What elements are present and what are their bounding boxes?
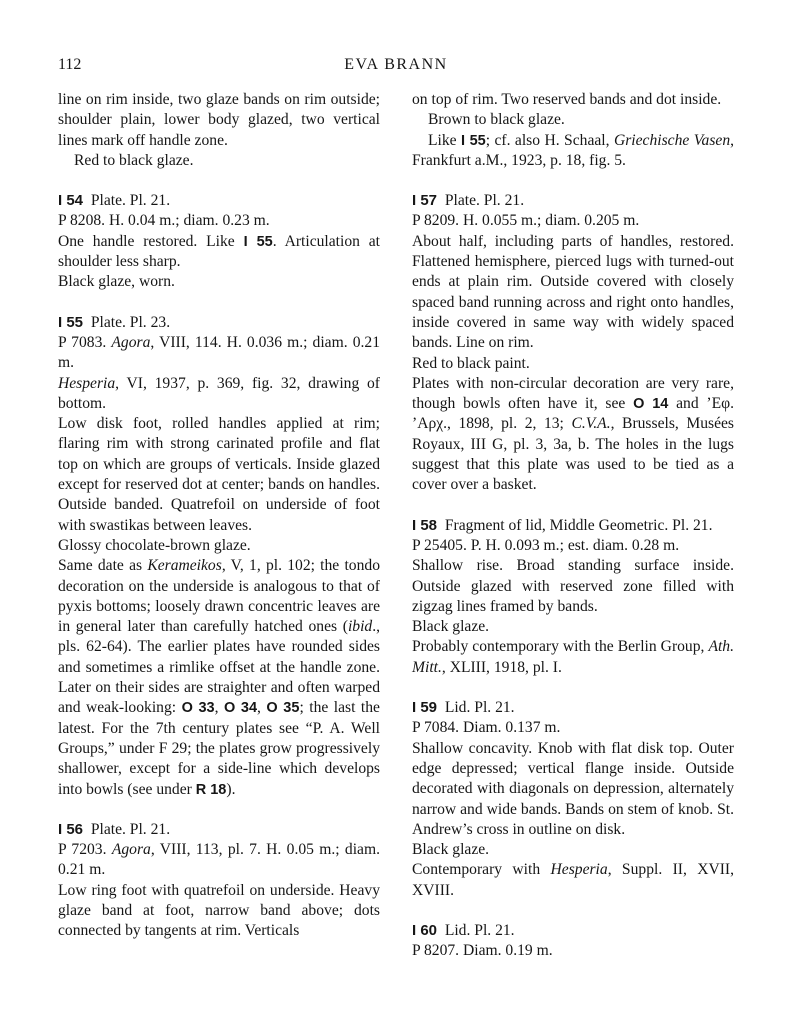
entry-heading bbox=[58, 313, 380, 333]
description: Low disk foot, rolled handles applied at rim; flaring rim with strong carinated profile and flat top on which are groups of verticals. Inside glazed except for reserved dot at center; bands on handles. Outside banded. Quatrefoil on underside of foot with swastikas between leaves. bbox=[58, 415, 380, 534]
inventory-line: P 8208. H. 0.04 m.; diam. 0.23 m. bbox=[58, 212, 270, 230]
continued-text: on top of rim. Two reserved bands and dot inside. bbox=[412, 91, 722, 108]
entry-title: Plate. Pl. 23. bbox=[90, 313, 171, 331]
inventory-line: P 8209. H. 0.055 m.; diam. 0.205 m. bbox=[412, 212, 640, 230]
description: Shallow rise. Broad standing surface inside. Outside glazed with reserved zone filled with zigzag lines framed by bands. bbox=[412, 557, 734, 615]
entry-number: I 56 bbox=[58, 820, 84, 838]
entry-number: I 59 bbox=[412, 699, 438, 717]
continued-comparison: Like I 55; cf. also H. Schaal, Griechische Vasen, Frankfurt a.M., 1923, p. 18, fig. 5. bbox=[412, 131, 735, 169]
running-head: EVA BRANN bbox=[344, 56, 448, 73]
description: Shallow concavity. Knob with flat disk top. Outer edge depressed; vertical flange inside. Outside decorated with diagonals on depression, alternately narrow and wide bands. Bands on stem of knob. St. Andrew’s cross in outline on disk. bbox=[412, 739, 734, 838]
page-number: 112 bbox=[58, 56, 82, 73]
entry-title: Plate. Pl. 21. bbox=[90, 192, 171, 210]
inventory-line: P 7203. Agora, VIII, 113, pl. 7. H. 0.05 m.; diam. 0.21 m. bbox=[58, 841, 381, 879]
cross-ref: I 55 bbox=[461, 132, 486, 149]
inventory-line: P 7084. Diam. 0.137 m. bbox=[412, 719, 561, 737]
entry-i56 bbox=[58, 820, 380, 942]
entry-title: Fragment of lid, Middle Geometric. Pl. 21. bbox=[444, 516, 713, 534]
entry-heading bbox=[412, 516, 734, 536]
entry-i59 bbox=[412, 698, 734, 901]
cross-ref: I 55 bbox=[243, 233, 273, 250]
page-header bbox=[58, 56, 734, 78]
continued-glaze: Brown to black glaze. bbox=[428, 111, 565, 129]
glaze-note: Black glaze, worn. bbox=[58, 273, 175, 291]
entry-number: I 54 bbox=[58, 192, 84, 210]
continued-glaze: Red to black glaze. bbox=[74, 151, 194, 169]
glaze-note: Black glaze. bbox=[412, 618, 490, 636]
entry-i55 bbox=[58, 313, 380, 800]
description: One handle restored. Like I 55. Articulation at shoulder less sharp. bbox=[58, 232, 381, 271]
discussion: Plates with non-circular decoration are very rare, though bowls often have it, see O 14 and ’Εφ. ’Αρχ., 1898, pl. 2, 13; C.V.A., Brussels, Musées Royaux, III G, pl. 3, 3a, b. The holes in the lugs suggest that this plate was used to be tied as a cover over a basket. bbox=[412, 374, 735, 494]
entry-i57 bbox=[412, 191, 734, 495]
cross-ref: O 34 bbox=[223, 700, 258, 717]
cross-ref: O 14 bbox=[633, 396, 669, 413]
paint-note: Red to black paint. bbox=[412, 354, 530, 372]
description: About half, including parts of handles, restored. Flattened hemisphere, pierced lugs with turned-out ends at plain rim. Outside covered with closely spaced band running across and right onto handles, inside covered in same way with widely spaced bands. Line on rim. bbox=[412, 232, 734, 352]
cross-ref: R 18 bbox=[195, 781, 227, 798]
entry-number: I 58 bbox=[412, 516, 438, 534]
inventory-line: P 8207. Diam. 0.19 m. bbox=[412, 942, 553, 960]
description: Low ring foot with quatrefoil on underside. Heavy glaze band at foot, narrow band above; dots connected by tangents at rim. Verticals bbox=[58, 881, 380, 940]
inventory-line: P 25405. P. H. 0.093 m.; est. diam. 0.28 m. bbox=[412, 536, 680, 554]
entry-heading bbox=[412, 191, 734, 211]
entry-title: Lid. Pl. 21. bbox=[444, 699, 515, 717]
entry-number: I 55 bbox=[58, 313, 84, 331]
left-column bbox=[58, 90, 380, 942]
publication: Hesperia, VI, 1937, p. 369, fig. 32, drawing of bottom. bbox=[58, 374, 380, 412]
glaze-note: Glossy chocolate-brown glaze. bbox=[58, 536, 251, 554]
entry-title: Plate. Pl. 21. bbox=[90, 820, 171, 838]
glaze-note: Black glaze. bbox=[412, 841, 490, 859]
continued-text: line on rim inside, two glaze bands on rim outside; shoulder plain, lower body glazed, two vertical lines mark off handle zone. bbox=[58, 91, 380, 149]
entry-heading bbox=[58, 820, 380, 840]
entry-number: I 60 bbox=[412, 921, 438, 939]
entry-i58 bbox=[412, 516, 734, 678]
cross-ref: O 33 bbox=[181, 700, 215, 717]
entry-title: Plate. Pl. 21. bbox=[444, 192, 525, 210]
discussion: Same date as Kerameikos, V, 1, pl. 102; the tondo decoration on the underside is analogous to that of pyxis bottoms; loosely drawn concentric leaves are in general later than carefully hatched ones (ibid., pls. 62-64). The earlier plates have rounded sides and sometimes a rimlike offset at the handle zone. Later on their sides are straighter and often warped and weak-looking: O 33, O 34, O 35; the last the latest. For the 7th century plates see “P. A. Well Groups,” under F 29; the plates grow progressively shallower, except for a side-line which develops into bowls (see under R 18). bbox=[58, 557, 380, 798]
entry-heading bbox=[412, 921, 734, 941]
discussion: Contemporary with Hesperia, Suppl. II, XVII, XVIII. bbox=[412, 861, 735, 899]
right-column bbox=[412, 90, 734, 962]
entry-i54 bbox=[58, 191, 380, 292]
entry-heading bbox=[58, 191, 380, 211]
discussion: Probably contemporary with the Berlin Group, Ath. Mitt., XLIII, 1918, pl. I. bbox=[412, 638, 734, 676]
cross-ref: O 35 bbox=[266, 700, 300, 717]
entry-heading bbox=[412, 698, 734, 718]
inventory-line: P 7083. Agora, VIII, 114. H. 0.036 m.; diam. 0.21 m. bbox=[58, 333, 381, 372]
entry-i60 bbox=[412, 921, 734, 962]
entry-number: I 57 bbox=[412, 192, 438, 210]
entry-title: Lid. Pl. 21. bbox=[444, 921, 515, 939]
